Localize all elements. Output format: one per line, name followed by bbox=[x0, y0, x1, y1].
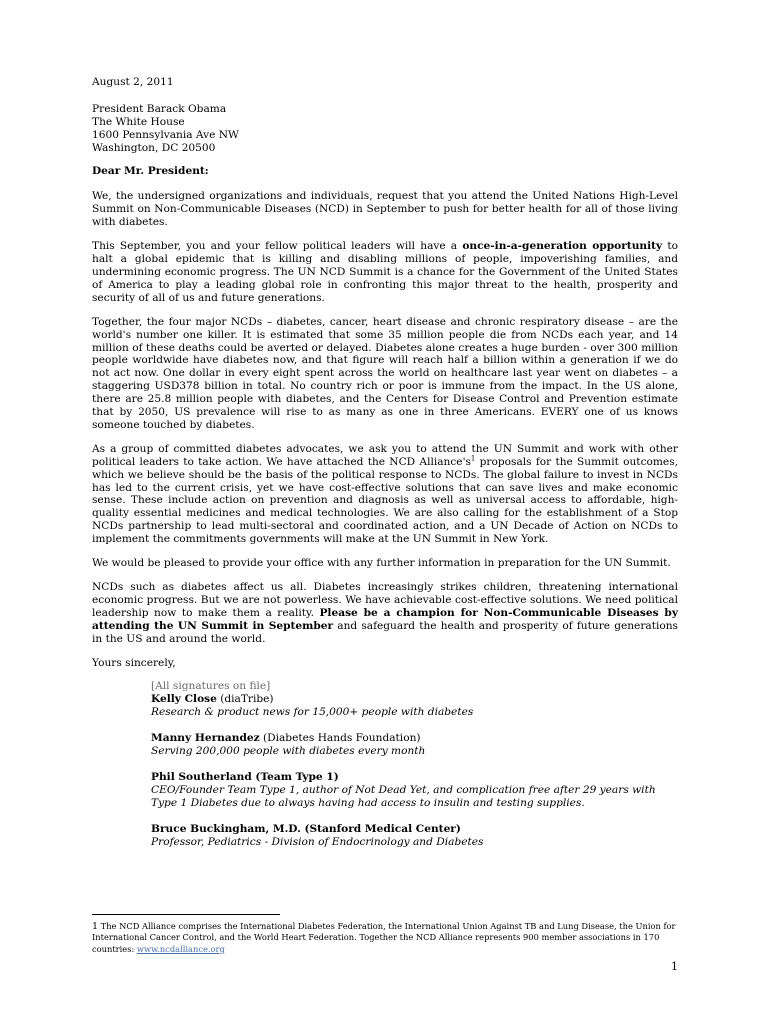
address-line: President Barack Obama bbox=[92, 102, 227, 115]
paragraph-text: As a group of committed diabetes advocates, we ask you to attend the UN Summit and work with other political leaders to take action. We have attached the NCD Alliance's bbox=[92, 442, 678, 468]
footnote-divider bbox=[92, 914, 280, 915]
paragraph-5: We would be pleased to provide your office with any further information in preparation for the UN Summit. bbox=[92, 557, 671, 570]
footnote-ref: 1 bbox=[470, 454, 476, 463]
recipient-address bbox=[92, 103, 678, 155]
closing: Yours sincerely, bbox=[92, 656, 176, 669]
signature-entry bbox=[151, 732, 678, 758]
page-number: 1 bbox=[671, 960, 678, 973]
footnote bbox=[92, 921, 678, 955]
signer-role: Research & product news for 15,000+ people with diabetes bbox=[151, 706, 474, 719]
address-line: Washington, DC 20500 bbox=[92, 141, 216, 154]
paragraph-text: to halt a global epidemic that is killing and disabling millions of people, impoverishing families, and undermining economic progress. The UN NCD Summit is a chance for the Government of the United States of America to play a leading global role in confronting this major threat to the health, prosperity and security of all of us and future generations. bbox=[92, 240, 678, 304]
signature-entry bbox=[151, 771, 678, 810]
signer-name: Bruce Buckingham, M.D. (Stanford Medical Center) bbox=[151, 822, 461, 835]
paragraph-text: NCDs such as diabetes affect us all. Diabetes increasingly strikes children, threatening international economic progress. But we are not powerless. We have achievable cost-effective solutions. We need political leadership now to make them a reality. bbox=[92, 581, 678, 619]
paragraph-3: Together, the four major NCDs – diabetes, cancer, heart disease and chronic respiratory disease – are the world's number one killer. It is estimated that some 35 million people die from NCDs each year, and 14 million of these deaths could be averted or delayed. Diabetes alone creates a huge burden - over 300 million people worldwide have diabetes now, and that figure will reach half a billion within a generation if we do not act now. One dollar in every eight spent across the world on healthcare last year went on diabetes – a staggering USD378 billion in total. No country rich or poor is immune from the impact. In the US alone, there are 25.8 million people with diabetes, and the Centers for Disease Control and Prevention estimate that by 2050, US prevalence will rise to as many as one in three Americans. EVERY one of us knows someone touched by diabetes. bbox=[92, 315, 678, 431]
signer-org: (diaTribe) bbox=[216, 693, 274, 706]
letter-body bbox=[92, 76, 678, 862]
paragraph-text: and safeguard the health and prosperity of future generations in the US and around the world. bbox=[92, 619, 678, 645]
paragraph-4 bbox=[92, 443, 678, 546]
paragraph-1: We, the undersigned organizations and individuals, request that you attend the United Nations High-Level Summit on Non-Communicable Diseases (NCD) in September to push for better health for all of those living with diabetes. bbox=[92, 190, 678, 229]
letter-date: August 2, 2011 bbox=[92, 76, 174, 88]
emphasis-text: once-in-a-generation opportunity bbox=[462, 240, 663, 253]
paragraph-text: This September, you and your fellow political leaders will have a bbox=[92, 240, 463, 253]
signer-name: Manny Hernandez bbox=[151, 732, 260, 745]
salutation: Dear Mr. President: bbox=[92, 164, 209, 177]
signer-role: Professor, Pediatrics - Division of Endocrinology and Diabetes bbox=[151, 835, 484, 848]
signer-name: Phil Southerland (Team Type 1) bbox=[151, 770, 339, 783]
paragraph-text: proposals for the Summit outcomes, which we believe should be the basis of the political response to NCDs. The global failure to invest in NCDs has led to the current crisis, yet we have cost-effective solutions that can save lives and make economic sense. These include action on prevention and diagnosis as well as universal access to affordable, high-quality essential medicines and medical technologies. We are also calling for the establishment of a Stop NCDs partnership to lead multi-sectoral and coordinated action, and a UN Decade of Action on NCDs to implement the commitments governments will make at the UN Summit in New York. bbox=[92, 455, 678, 546]
address-line: 1600 Pennsylvania Ave NW bbox=[92, 128, 239, 141]
signer-role: CEO/Founder Team Type 1, author of Not Dead Yet, and complication free after 29 years with Type 1 Diabetes due to always having had access to insulin and testing supplies. bbox=[151, 783, 656, 809]
signer-role: Serving 200,000 people with diabetes every month bbox=[151, 745, 426, 758]
signatures-note: [All signatures on file] bbox=[151, 680, 271, 693]
signer-line bbox=[151, 693, 678, 706]
signer-name: Kelly Close bbox=[151, 693, 217, 706]
signature-entry bbox=[151, 823, 678, 849]
footnote-text: The NCD Alliance comprises the International Diabetes Federation, the International Union Against TB and Lung Disease, the Union for International Cancer Control, and the World Heart Federation. Together the NCD Alliance represents 900 member associations in 170 countries: bbox=[92, 921, 676, 954]
address-line: The White House bbox=[92, 115, 185, 128]
footnote-mark: 1 bbox=[92, 921, 99, 932]
ncd-alliance-link[interactable]: www.ncdalliance.org bbox=[136, 943, 225, 954]
emphasis-text: Please be a champion for Non-Communicable Diseases by attending the UN Summit in September bbox=[92, 606, 678, 632]
signer-org: (Diabetes Hands Foundation) bbox=[259, 732, 421, 745]
signer-line bbox=[151, 732, 678, 745]
signature-entry bbox=[151, 680, 678, 719]
signature-block bbox=[151, 680, 678, 848]
paragraph-2 bbox=[92, 240, 678, 305]
paragraph-6 bbox=[92, 581, 678, 646]
